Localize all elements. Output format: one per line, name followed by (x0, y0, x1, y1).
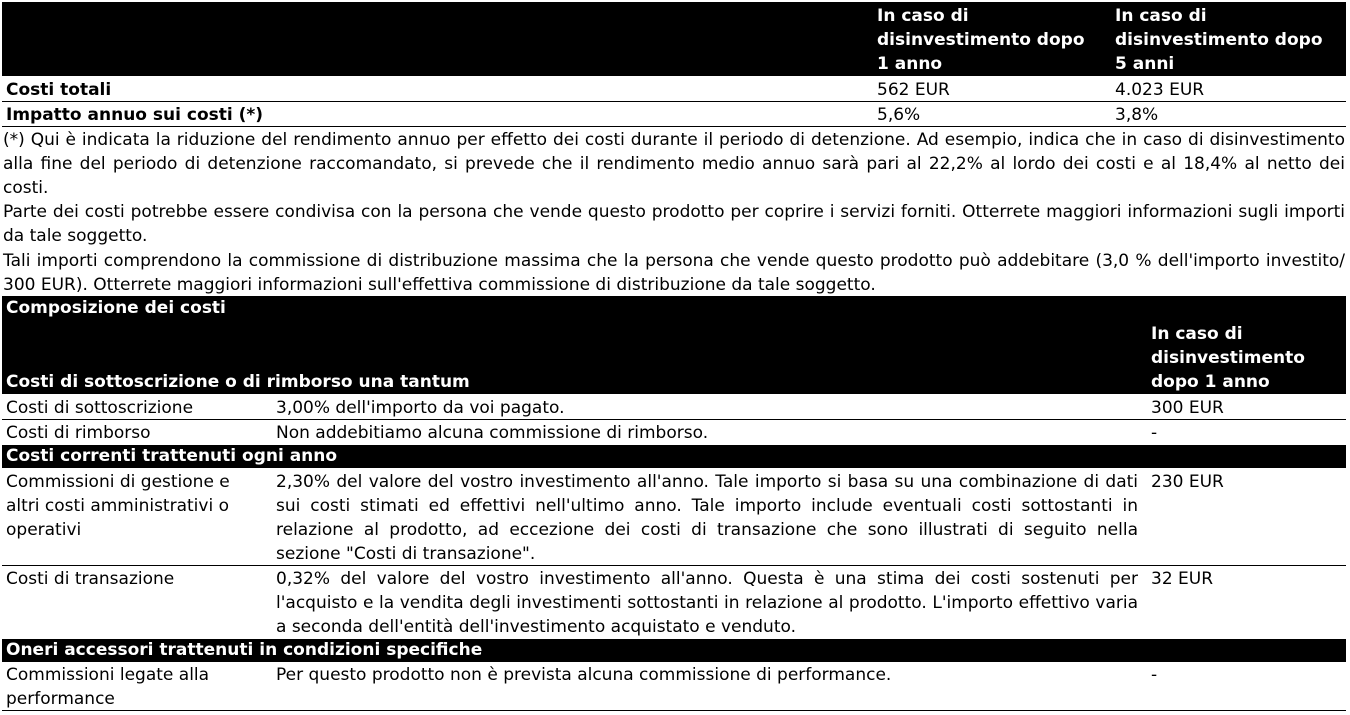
management-fees-value: 230 EUR (1151, 472, 1224, 492)
subscription-costs-label: Costi di sottoscrizione (6, 398, 194, 418)
summary-col1-header: In caso di disinvestimento dopo 1 anno (877, 6, 1085, 74)
subscription-costs-desc: 3,00% dell'importo da voi pagato. (276, 398, 565, 418)
row-divider (2, 126, 1346, 127)
redemption-costs-value: - (1151, 423, 1158, 443)
transaction-costs-value: 32 EUR (1151, 569, 1214, 589)
subscription-costs-value: 300 EUR (1151, 398, 1224, 418)
note-shared-costs: Parte dei costi potrebbe essere condivisa con la persona che vende questo prodotto per coprire i servizi forniti. Otterrete maggiori informazioni sugli importi da tale soggetto. (3, 202, 1345, 246)
transaction-costs-desc: 0,32% del valore del vostro investimento all'anno. Questa è una stima dei costi sostenuti per l'acquisto e la vendita degli investimenti sottostanti in relazione al prodotto. L'importo effettivo varia a seconda dell'entità dell'investimento acquistato e venduto. (276, 569, 1139, 637)
note-cost-impact: (*) Qui è indicata la riduzione del rendimento annuo per effetto dei costi durante il periodo di detenzione. Ad esempio, indica che in caso di disinvestimento alla fine del periodo di detenzione raccomandato, si prevede che il rendimento medio annuo sarà pari al 22,2% al lordo dei costi e al 18,4% al netto dei costi. (3, 130, 1345, 198)
annual-impact-5y: 3,8% (1115, 105, 1159, 125)
ongoing-costs-header: Costi correnti trattenuti ogni anno (6, 446, 338, 466)
row-divider (2, 101, 1346, 102)
performance-fees-desc: Per questo prodotto non è prevista alcuna commissione di performance. (276, 665, 892, 685)
composition-title: Composizione dei costi (6, 298, 226, 318)
total-costs-label: Costi totali (6, 80, 112, 100)
performance-fees-label: Commissioni legate alla performance (6, 665, 210, 709)
table-bottom-border (2, 710, 1346, 711)
summary-col2-header: In caso di disinvestimento dopo 5 anni (1115, 6, 1323, 74)
total-costs-1y: 562 EUR (877, 80, 950, 100)
management-fees-desc: 2,30% del valore del vostro investimento all'anno. Tale importo si basa su una combinazione di dati sui costi stimati ed effettivi nell'ultimo anno. Tale importo include eventuali costi sottostanti in relazione al prodotto, ad eccezione dei costi di transazione che sono illustrati di seguito nella sezione "Costi di transazione". (276, 472, 1139, 564)
composition-col-header: In caso di disinvestimento dopo 1 anno (1151, 324, 1305, 392)
redemption-costs-desc: Non addebitiamo alcuna commissione di rimborso. (276, 423, 709, 443)
row-divider (2, 419, 1346, 420)
management-fees-label: Commissioni di gestione e altri costi amministrativi o operativi (6, 472, 230, 540)
transaction-costs-label: Costi di transazione (6, 569, 175, 589)
annual-impact-label: Impatto annuo sui costi (*) (6, 105, 264, 125)
row-divider (2, 565, 1346, 566)
total-costs-5y: 4.023 EUR (1115, 80, 1205, 100)
performance-fees-value: - (1151, 665, 1158, 685)
incidental-costs-header: Oneri accessori trattenuti in condizioni specifiche (6, 640, 483, 660)
note-distribution-fee: Tali importi comprendono la commissione di distribuzione massima che la persona che vende questo prodotto può addebitare (3,0 % dell'importo investito/ 300 EUR). Otterrete maggiori informazioni sull'effettiva commissione di distribuzione da tale soggetto. (3, 251, 1345, 295)
annual-impact-1y: 5,6% (877, 105, 921, 125)
one-off-costs-header: Costi di sottoscrizione o di rimborso una tantum (6, 372, 470, 392)
redemption-costs-label: Costi di rimborso (6, 423, 151, 443)
